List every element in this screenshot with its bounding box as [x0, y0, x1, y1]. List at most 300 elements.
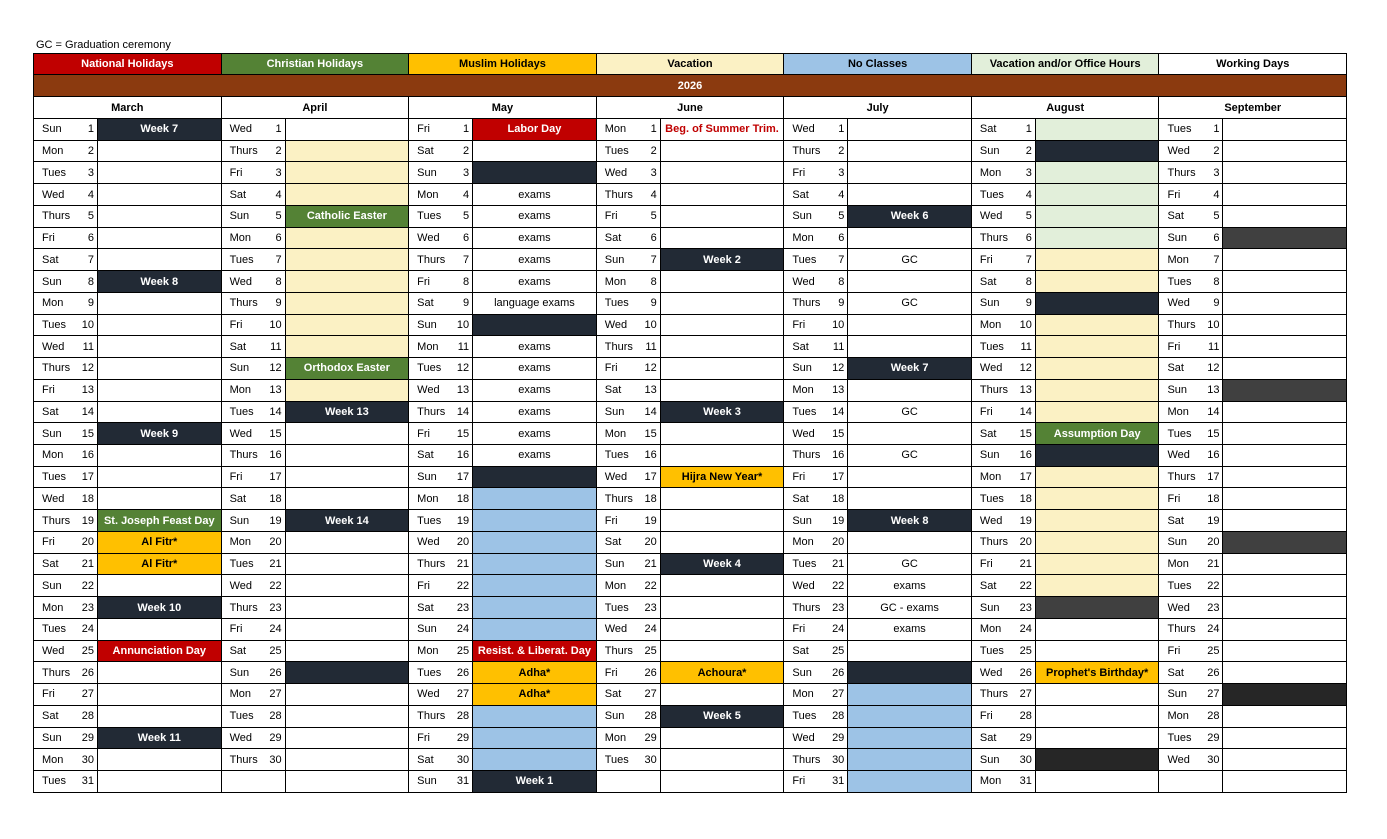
day-row	[972, 402, 1160, 424]
month-header: March	[34, 97, 222, 118]
event-cell	[1036, 597, 1160, 618]
event-cell	[661, 315, 785, 336]
weekday-label: Mon	[42, 145, 64, 158]
day-number: 18	[269, 492, 282, 505]
day-cell	[409, 402, 473, 423]
day-number: 24	[269, 623, 282, 636]
day-cell	[784, 706, 848, 727]
day-number: 27	[269, 688, 282, 701]
day-number: 22	[1019, 579, 1032, 592]
legend-item: Vacation	[597, 54, 785, 74]
day-number: 3	[1025, 166, 1032, 179]
day-cell	[784, 619, 848, 640]
day-row	[409, 119, 597, 141]
day-number: 18	[1019, 492, 1032, 505]
weekday-label: Thurs	[42, 362, 71, 375]
day-row	[409, 141, 597, 163]
weekday-label: Sun	[792, 666, 812, 679]
day-number: 10	[644, 318, 657, 331]
event-cell	[1223, 162, 1347, 183]
day-number: 25	[81, 644, 94, 657]
day-cell	[972, 749, 1036, 770]
day-number: 21	[644, 558, 657, 571]
day-row	[597, 162, 785, 184]
weekday-label: Fri	[417, 123, 430, 136]
event-cell: GC - exams	[848, 597, 972, 618]
day-row	[784, 228, 972, 250]
day-row	[597, 119, 785, 141]
day-cell	[1159, 532, 1223, 553]
day-number: 7	[650, 253, 657, 266]
day-cell	[784, 141, 848, 162]
weekday-label: Sat	[604, 384, 622, 397]
day-cell	[784, 554, 848, 575]
weekday-label: Sat	[604, 688, 622, 701]
day-cell	[222, 532, 286, 553]
day-row	[972, 141, 1160, 163]
day-row	[222, 554, 410, 576]
event-cell	[1223, 315, 1347, 336]
day-number: 19	[456, 514, 470, 527]
day-row	[34, 380, 222, 402]
day-row	[409, 728, 597, 750]
day-number: 10	[81, 318, 94, 331]
event-cell	[1223, 249, 1347, 270]
weekday-label: Tues	[417, 666, 442, 679]
day-row	[1159, 315, 1347, 337]
day-number: 1	[87, 123, 94, 136]
event-cell	[1036, 380, 1160, 401]
day-row	[1159, 706, 1347, 728]
event-cell	[1223, 619, 1347, 640]
day-cell	[1159, 315, 1223, 336]
day-number: 13	[644, 384, 657, 397]
day-number: 4	[87, 188, 94, 201]
day-row	[972, 423, 1160, 445]
day-number: 10	[456, 318, 470, 331]
weekday-label: Tues	[1167, 427, 1192, 440]
day-row	[222, 293, 410, 315]
weekday-label: Mon	[229, 536, 251, 549]
weekday-label: Wed	[417, 688, 440, 701]
weekday-label: Tues	[1167, 275, 1192, 288]
day-row	[597, 728, 785, 750]
weekday-label: Sat	[792, 644, 809, 657]
day-row	[222, 315, 410, 337]
weekday-label: Sun	[1167, 384, 1188, 397]
day-number: 5	[650, 210, 657, 223]
event-cell	[661, 532, 785, 553]
event-cell	[848, 532, 972, 553]
event-cell	[473, 749, 597, 770]
day-row	[597, 597, 785, 619]
day-number: 26	[1019, 666, 1032, 679]
day-number: 25	[456, 644, 470, 657]
event-cell: Week 7	[98, 119, 222, 140]
day-row	[34, 488, 222, 510]
day-row	[409, 771, 597, 793]
event-cell	[286, 684, 410, 705]
day-number: 16	[1207, 449, 1220, 462]
day-row	[784, 532, 972, 554]
day-row	[34, 336, 222, 358]
day-cell	[784, 402, 848, 423]
day-number: 4	[650, 188, 657, 201]
weekday-label: Sun	[979, 449, 1000, 462]
day-row	[972, 467, 1160, 489]
event-cell: exams	[473, 249, 597, 270]
day-row	[34, 554, 222, 576]
day-cell	[222, 488, 286, 509]
weekday-label: Tues	[42, 471, 67, 484]
day-row	[972, 228, 1160, 250]
event-cell: St. Joseph Feast Day	[98, 510, 222, 531]
day-number: 10	[1207, 318, 1220, 331]
weekday-label: Wed	[417, 536, 440, 549]
day-row	[222, 228, 410, 250]
weekday-label: Thurs	[1167, 471, 1196, 484]
day-cell	[409, 228, 473, 249]
weekday-label: Sat	[979, 427, 997, 440]
graduation-ceremony-note: GC = Graduation ceremony	[36, 39, 171, 51]
day-cell	[409, 271, 473, 292]
event-cell	[848, 467, 972, 488]
event-cell	[661, 293, 785, 314]
event-cell: exams	[473, 228, 597, 249]
day-number: 29	[456, 731, 470, 744]
event-cell	[848, 336, 972, 357]
day-number: 20	[456, 536, 470, 549]
event-cell	[848, 684, 972, 705]
weekday-label: Wed	[1167, 753, 1190, 766]
day-cell	[597, 119, 661, 140]
day-number: 14	[644, 405, 657, 418]
day-number: 19	[269, 514, 282, 527]
event-cell	[848, 488, 972, 509]
event-cell	[286, 293, 410, 314]
day-number: 31	[81, 775, 94, 788]
day-number: 26	[832, 666, 845, 679]
day-cell	[1159, 728, 1223, 749]
day-number: 3	[87, 166, 94, 179]
weekday-label: Sat	[979, 579, 997, 592]
day-number: 15	[1019, 427, 1032, 440]
day-number: 17	[456, 471, 470, 484]
day-number: 30	[1019, 753, 1032, 766]
day-number: 18	[456, 492, 470, 505]
day-row	[1159, 141, 1347, 163]
weekday-label: Wed	[42, 492, 65, 505]
day-number: 11	[645, 340, 657, 353]
event-cell: exams	[848, 619, 972, 640]
day-number: 19	[644, 514, 657, 527]
event-cell	[661, 597, 785, 618]
day-row	[34, 662, 222, 684]
event-cell: Annunciation Day	[98, 641, 222, 662]
day-cell	[972, 423, 1036, 444]
weekday-label: Sat	[417, 297, 434, 310]
weekday-label: Wed	[1167, 449, 1190, 462]
day-cell	[597, 206, 661, 227]
weekday-label: Thurs	[604, 492, 633, 505]
day-row	[597, 510, 785, 532]
day-cell	[409, 162, 473, 183]
day-cell	[222, 728, 286, 749]
day-row	[972, 336, 1160, 358]
weekday-label: Fri	[1167, 644, 1181, 657]
day-row	[1159, 184, 1347, 206]
day-cell	[409, 467, 473, 488]
day-number: 18	[81, 492, 94, 505]
event-cell	[1223, 641, 1347, 662]
event-cell	[286, 271, 410, 292]
weekday-label: Sun	[42, 427, 62, 440]
day-number: 8	[1213, 275, 1220, 288]
day-cell	[34, 184, 98, 205]
weekday-label: Mon	[979, 318, 1002, 331]
day-number: 28	[269, 710, 282, 723]
day-cell	[972, 467, 1036, 488]
day-cell	[1159, 162, 1223, 183]
weekday-label: Mon	[604, 427, 627, 440]
day-number: 7	[838, 253, 845, 266]
weekday-label: Thurs	[229, 601, 258, 614]
day-cell	[34, 358, 98, 379]
day-number: 5	[87, 210, 94, 223]
day-number: 9	[87, 297, 94, 310]
weekday-label: Tues	[604, 753, 629, 766]
day-cell	[1159, 684, 1223, 705]
day-row	[597, 336, 785, 358]
event-cell	[1223, 488, 1347, 509]
event-cell	[848, 141, 972, 162]
event-cell	[98, 662, 222, 683]
day-cell	[409, 488, 473, 509]
day-row	[222, 641, 410, 663]
day-number: 10	[269, 318, 282, 331]
day-row	[784, 619, 972, 641]
weekday-label: Sat	[792, 492, 809, 505]
day-number: 11	[270, 340, 282, 353]
day-row	[409, 206, 597, 228]
weekday-label: Tues	[417, 362, 442, 375]
weekday-label: Sun	[229, 514, 250, 527]
event-cell	[1223, 271, 1347, 292]
day-cell	[409, 662, 473, 683]
weekday-label: Tues	[792, 405, 817, 418]
day-row	[972, 706, 1160, 728]
day-number: 30	[269, 753, 282, 766]
day-number: 28	[81, 710, 94, 723]
weekday-label: Sat	[417, 601, 434, 614]
weekday-label: Fri	[979, 405, 993, 418]
day-cell	[34, 488, 98, 509]
weekday-label: Sun	[979, 145, 1000, 158]
day-number: 19	[832, 514, 845, 527]
day-cell	[1159, 119, 1223, 140]
day-cell	[1159, 423, 1223, 444]
day-number: 23	[832, 601, 845, 614]
month-header-row	[33, 96, 1347, 119]
event-cell	[1036, 184, 1160, 205]
weekday-label: Thurs	[229, 297, 258, 310]
day-row	[34, 510, 222, 532]
event-cell: Orthodox Easter	[286, 358, 410, 379]
day-row	[34, 358, 222, 380]
day-number: 17	[644, 471, 657, 484]
day-cell	[1159, 402, 1223, 423]
day-cell	[1159, 358, 1223, 379]
event-cell	[1036, 575, 1160, 596]
weekday-label: Fri	[42, 536, 55, 549]
day-number: 15	[1207, 427, 1220, 440]
weekday-label: Fri	[792, 318, 806, 331]
weekday-label: Thurs	[417, 558, 446, 571]
day-number: 22	[1207, 579, 1220, 592]
event-cell	[848, 380, 972, 401]
day-cell	[597, 162, 661, 183]
weekday-label: Sat	[229, 492, 247, 505]
event-cell: Week 3	[661, 402, 785, 423]
day-cell	[597, 575, 661, 596]
event-cell: exams	[473, 336, 597, 357]
event-cell	[1036, 467, 1160, 488]
day-cell	[34, 249, 98, 270]
day-number: 19	[1207, 514, 1220, 527]
event-cell	[98, 141, 222, 162]
weekday-label: Mon	[979, 166, 1002, 179]
weekday-label: Sun	[417, 166, 437, 179]
day-row	[1159, 728, 1347, 750]
day-row	[222, 141, 410, 163]
day-row	[597, 271, 785, 293]
event-cell	[1036, 728, 1160, 749]
day-row	[1159, 293, 1347, 315]
day-row	[972, 206, 1160, 228]
day-number: 26	[81, 666, 94, 679]
day-number: 30	[832, 753, 845, 766]
day-number: 15	[456, 427, 470, 440]
weekday-label: Tues	[1167, 579, 1192, 592]
day-number: 11	[1020, 340, 1032, 353]
event-cell: Week 4	[661, 554, 785, 575]
day-row	[784, 728, 972, 750]
day-cell	[972, 554, 1036, 575]
day-cell	[409, 706, 473, 727]
day-cell	[222, 206, 286, 227]
event-cell: Week 9	[98, 423, 222, 444]
day-number: 1	[275, 123, 282, 136]
day-row	[409, 641, 597, 663]
weekday-label: Thurs	[792, 297, 821, 310]
weekday-label: Sat	[1167, 514, 1184, 527]
day-row	[784, 488, 972, 510]
day-cell	[1159, 554, 1223, 575]
event-cell: Week 11	[98, 728, 222, 749]
day-row	[409, 402, 597, 424]
day-row	[597, 684, 785, 706]
day-number: 31	[456, 775, 470, 788]
day-cell	[409, 641, 473, 662]
event-cell	[661, 510, 785, 531]
weekday-label: Thurs	[979, 688, 1009, 701]
weekday-label: Fri	[979, 558, 993, 571]
day-row	[1159, 402, 1347, 424]
weekday-label: Mon	[792, 232, 814, 245]
day-row	[409, 510, 597, 532]
weekday-label: Fri	[417, 731, 430, 744]
event-cell	[286, 728, 410, 749]
day-row	[1159, 771, 1347, 793]
day-cell	[784, 597, 848, 618]
event-cell	[1223, 554, 1347, 575]
weekday-label: Fri	[1167, 492, 1181, 505]
day-cell	[784, 119, 848, 140]
day-row	[34, 423, 222, 445]
weekday-label: Sun	[604, 405, 625, 418]
weekday-label: Tues	[792, 710, 817, 723]
day-number: 31	[1019, 775, 1032, 788]
day-number: 14	[456, 405, 470, 418]
event-cell	[1036, 706, 1160, 727]
day-row	[222, 336, 410, 358]
weekday-label: Fri	[42, 688, 55, 701]
day-row	[222, 380, 410, 402]
event-cell	[286, 575, 410, 596]
day-cell	[409, 119, 473, 140]
weekday-label: Thurs	[979, 384, 1009, 397]
day-row	[34, 271, 222, 293]
weekday-label: Wed	[979, 210, 1003, 223]
weekday-label: Wed	[792, 579, 815, 592]
day-number: 20	[832, 536, 845, 549]
event-cell	[286, 228, 410, 249]
day-number: 26	[269, 666, 282, 679]
day-number: 23	[269, 601, 282, 614]
event-cell: Week 7	[848, 358, 972, 379]
weekday-label: Wed	[229, 731, 252, 744]
day-row	[597, 532, 785, 554]
day-row	[409, 684, 597, 706]
event-cell	[286, 641, 410, 662]
day-cell	[1159, 249, 1223, 270]
day-number: 18	[832, 492, 845, 505]
weekday-label: Tues	[979, 340, 1004, 353]
day-cell	[597, 315, 661, 336]
event-cell	[473, 619, 597, 640]
day-number: 5	[838, 210, 845, 223]
weekday-label: Sat	[1167, 210, 1184, 223]
day-number: 13	[1019, 384, 1032, 397]
event-cell	[473, 554, 597, 575]
day-number: 8	[650, 275, 657, 288]
day-number: 6	[1213, 232, 1220, 245]
day-cell	[972, 249, 1036, 270]
weekday-label: Thurs	[42, 666, 71, 679]
weekday-label: Thurs	[979, 536, 1009, 549]
day-row	[784, 467, 972, 489]
day-cell	[409, 728, 473, 749]
weekday-label: Sat	[42, 253, 59, 266]
weekday-label: Thurs	[229, 145, 258, 158]
event-cell	[1036, 749, 1160, 770]
day-cell	[409, 249, 473, 270]
weekday-label: Wed	[604, 166, 628, 179]
day-row	[972, 184, 1160, 206]
day-row	[597, 554, 785, 576]
day-number: 21	[269, 558, 282, 571]
day-cell	[222, 749, 286, 770]
